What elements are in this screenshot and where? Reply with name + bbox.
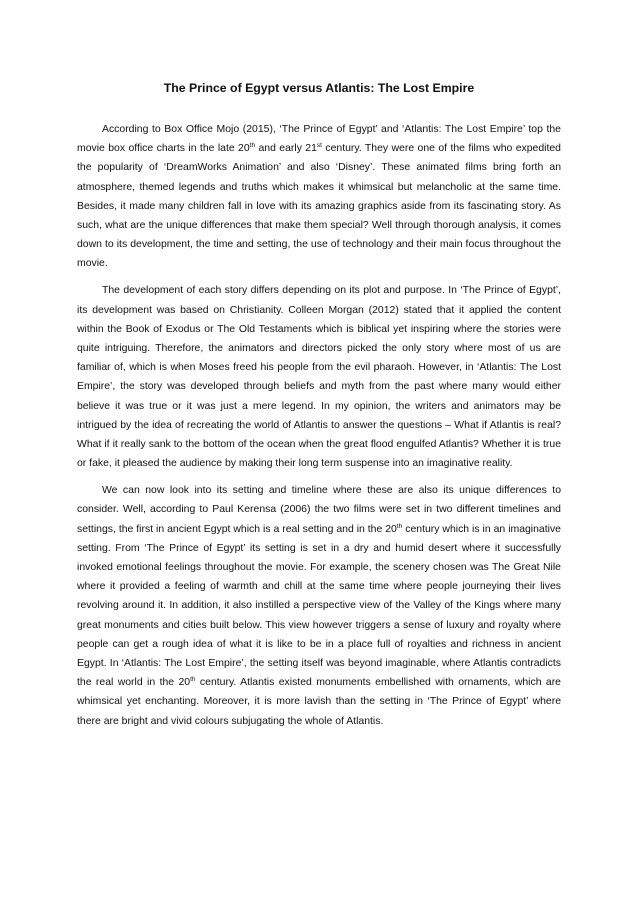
body-paragraph	[77, 481, 561, 731]
paragraph-text: century which is in an imaginative setting. From ‘The Prince of Egypt’ its setting is set in a dry and humid desert where it successfully invoked emotional feelings throughout the movie. For example, the scenery chosen was The Great Nile where it provided a feeling of warmth and chill at the same time where people journeying their lives revolving around it. In addition, it also instilled a perspective view of the Valley of the Kings where many great monuments and cities built below. This view however triggers a sense of luxury and royalty where people can get a rough idea of what it is like to be in a place full of royalties and richness in ancient Egypt. In ‘Atlantis: The Lost Empire’, the setting itself was beyond imaginable, where Atlantis contradicts the real world in the 20	[77, 523, 561, 689]
paragraph-text: We can now look into its setting and timeline where these are also its unique differences to consider. Well, according to Paul Kerensa (2006) the two films were set in two different timelines and settings, the first in ancient Egypt which is a real setting and in the 20	[77, 485, 561, 535]
document-title: The Prince of Egypt versus Atlantis: The Lost Empire	[163, 81, 475, 95]
paragraph-text: century. They were one of the films who expedited the popularity of ‘DreamWorks Animation’ and also ‘Disney’. These animated films bring forth an atmosphere, themed legends and truths which makes it whimsical but melancholic at the same time. Besides, it made many children fall in love with its amazing graphics aside from its fascinating story. As such, what are the unique differences that make them special? Well through thorough analysis, it comes down to its development, the time and setting, the use of technology and their main focus throughout the movie.	[77, 143, 561, 270]
paragraph-text: According to Box Office Mojo (2015), ‘The Prince of Egypt’ and ‘Atlantis: The Lost Empire’ top the movie box office charts in the late 20	[77, 124, 561, 155]
document-body	[77, 120, 561, 731]
body-paragraph	[77, 281, 561, 473]
paragraph-text: The development of each story differs depending on its plot and purpose. In ‘The Prince of Egypt’, its development was based on Christianity. Colleen Morgan (2012) stated that it applied the content within the Book of Exodus or The Old Testaments which is biblical yet inspiring where the stories were quite intriguing. Therefore, the animators and directors picked the only story where most of us are familiar of, which is when Moses freed his people from the evil pharaoh. However, in ‘Atlantis: The Lost Empire’, the story was developed through beliefs and myth from the past where many would either believe it was true or it was just a mere legend. In my opinion, the writers and animators may be intrigued by the idea of recreating the world of Atlantis to answer the questions – What if Atlantis is real? What if it really sank to the bottom of the ocean when the great flood engulfed Atlantis? Whether it is true or fake, it pleased the audience by making their long term suspense into an imaginative reality.	[77, 285, 561, 470]
ordinal-superscript: st	[316, 142, 322, 150]
paragraph-text: century. Atlantis existed monuments embellished with ornaments, which are whimsical yet enchanting. Moreover, it is more lavish than the setting in ‘The Prince of Egypt’ where there are bright and vivid colours subjugating the whole of Atlantis.	[77, 677, 561, 727]
body-paragraph	[77, 120, 561, 274]
ordinal-superscript: th	[396, 522, 403, 530]
ordinal-superscript: th	[190, 676, 196, 684]
paragraph-text: and early 21	[255, 143, 317, 155]
ordinal-superscript: th	[249, 142, 256, 150]
